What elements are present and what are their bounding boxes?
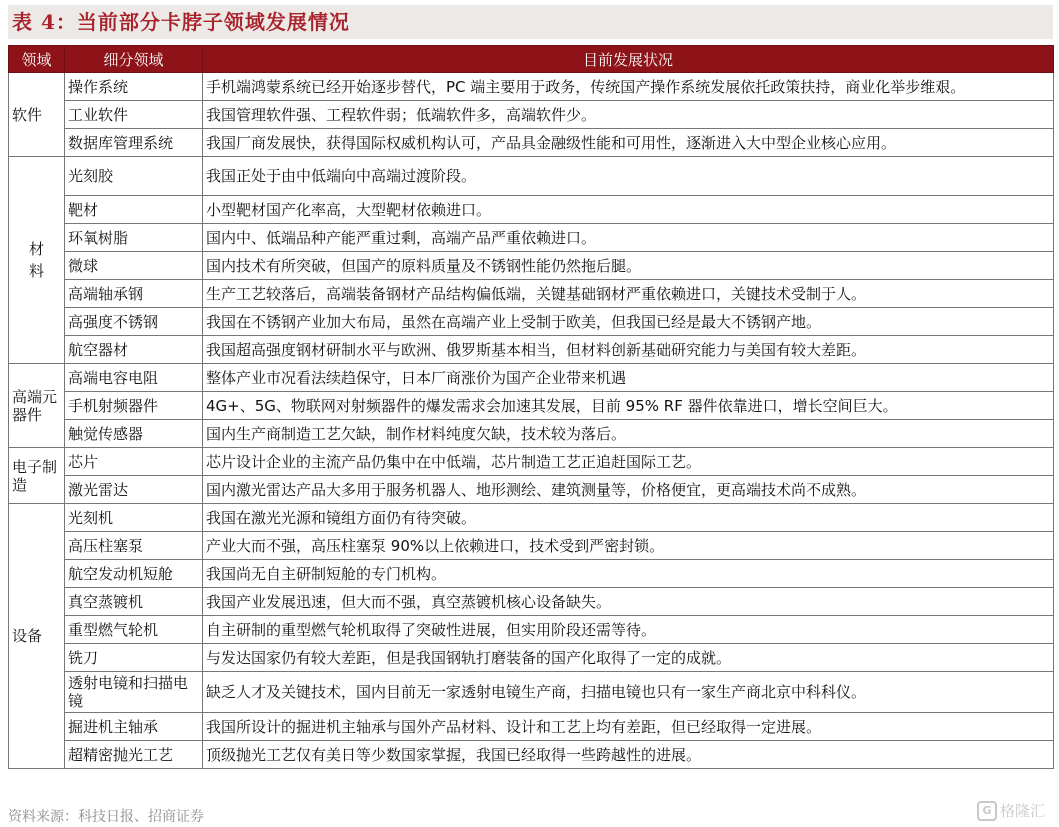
status-cell: 芯片设计企业的主流产品仍集中在中低端，芯片制造工艺正追赶国际工艺。	[203, 448, 1054, 476]
subdomain-cell: 真空蒸镀机	[65, 588, 203, 616]
status-cell: 国内技术有所突破，但国产的原料质量及不锈钢性能仍然拖后腿。	[203, 252, 1054, 280]
subdomain-cell: 铣刀	[65, 644, 203, 672]
status-cell: 国内生产商制造工艺欠缺，制作材料纯度欠缺，技术较为落后。	[203, 420, 1054, 448]
status-cell: 整体产业市况看法续趋保守，日本厂商涨价为国产企业带来机遇	[203, 364, 1054, 392]
status-cell: 我国厂商发展快，获得国际权威机构认可，产品具金融级性能和可用性，逐渐进入大中型企业核心应用。	[203, 129, 1054, 157]
table-row	[9, 73, 1054, 101]
status-cell: 与发达国家仍有较大差距，但是我国钢轨打磨装备的国产化取得了一定的成就。	[203, 644, 1054, 672]
subdomain-cell: 数据库管理系统	[65, 129, 203, 157]
status-cell: 4G+、5G、物联网对射频器件的爆发需求会加速其发展，目前 95% RF 器件依靠进口，增长空间巨大。	[203, 392, 1054, 420]
subdomain-cell: 超精密抛光工艺	[65, 741, 203, 769]
domain-cell: 设备	[9, 504, 65, 769]
table-row	[9, 252, 1054, 280]
table-row	[9, 392, 1054, 420]
domain-cell	[9, 157, 65, 364]
subdomain-cell: 高压柱塞泵	[65, 532, 203, 560]
subdomain-cell: 操作系统	[65, 73, 203, 101]
subdomain-cell: 高强度不锈钢	[65, 308, 203, 336]
watermark-text: 格隆汇	[999, 802, 1045, 820]
status-cell: 我国管理软件强、工程软件弱；低端软件多，高端软件少。	[203, 101, 1054, 129]
status-cell: 我国所设计的掘进机主轴承与国外产品材料、设计和工艺上均有差距，但已经取得一定进展。	[203, 713, 1054, 741]
table-row	[9, 101, 1054, 129]
table-row	[9, 560, 1054, 588]
watermark	[977, 800, 1045, 821]
subdomain-cell: 激光雷达	[65, 476, 203, 504]
status-cell: 小型靶材国产化率高，大型靶材依赖进口。	[203, 196, 1054, 224]
status-cell: 产业大而不强，高压柱塞泵 90%以上依赖进口，技术受到严密封锁。	[203, 532, 1054, 560]
table-row	[9, 532, 1054, 560]
table-row	[9, 420, 1054, 448]
domain-label: 材料	[29, 240, 45, 280]
status-cell: 手机端鸿蒙系统已经开始逐步替代，PC 端主要用于政务，传统国产操作系统发展依托政策扶持，商业化举步维艰。	[203, 73, 1054, 101]
table-row	[9, 713, 1054, 741]
status-cell: 生产工艺较落后，高端装备钢材产品结构偏低端，关键基础钢材严重依赖进口，关键技术受制于人。	[203, 280, 1054, 308]
table-row	[9, 741, 1054, 769]
subdomain-cell: 光刻机	[65, 504, 203, 532]
table-row	[9, 280, 1054, 308]
gelonghui-logo-icon: G	[977, 801, 997, 821]
table-row	[9, 129, 1054, 157]
table-row	[9, 644, 1054, 672]
subdomain-cell: 环氧树脂	[65, 224, 203, 252]
header-domain: 领域	[9, 46, 65, 73]
subdomain-cell: 重型燃气轮机	[65, 616, 203, 644]
status-cell: 我国在不锈钢产业加大布局，虽然在高端产业上受制于欧美，但我国已经是最大不锈钢产地。	[203, 308, 1054, 336]
subdomain-cell: 航空发动机短舱	[65, 560, 203, 588]
table-row	[9, 364, 1054, 392]
status-cell: 我国在激光光源和镜组方面仍有待突破。	[203, 504, 1054, 532]
table-row	[9, 588, 1054, 616]
table-row	[9, 157, 1054, 196]
status-cell: 国内中、低端品种产能严重过剩，高端产品严重依赖进口。	[203, 224, 1054, 252]
status-cell: 顶级抛光工艺仅有美日等少数国家掌握，我国已经取得一些跨越性的进展。	[203, 741, 1054, 769]
domain-cell: 软件	[9, 73, 65, 157]
table-row	[9, 616, 1054, 644]
table-row	[9, 504, 1054, 532]
subdomain-cell: 航空器材	[65, 336, 203, 364]
status-cell: 我国正处于由中低端向中高端过渡阶段。	[203, 157, 1054, 196]
table-row	[9, 448, 1054, 476]
subdomain-cell: 手机射频器件	[65, 392, 203, 420]
subdomain-cell: 微球	[65, 252, 203, 280]
table-row	[9, 308, 1054, 336]
subdomain-cell: 透射电镜和扫描电镜	[65, 672, 203, 713]
development-table	[8, 45, 1054, 769]
source-note: 资料来源：科技日报、招商证券	[8, 809, 204, 825]
table-row	[9, 196, 1054, 224]
subdomain-cell: 靶材	[65, 196, 203, 224]
header-status: 目前发展状况	[203, 46, 1054, 73]
table-row	[9, 336, 1054, 364]
status-cell: 缺乏人才及关键技术，国内目前无一家透射电镜生产商，扫描电镜也只有一家生产商北京中科科仪。	[203, 672, 1054, 713]
subdomain-cell: 工业软件	[65, 101, 203, 129]
header-row	[9, 46, 1054, 73]
table-row	[9, 224, 1054, 252]
table-row	[9, 672, 1054, 713]
table-title: 表 4：当前部分卡脖子领域发展情况	[8, 5, 1053, 39]
domain-cell: 高端元器件	[9, 364, 65, 448]
subdomain-cell: 芯片	[65, 448, 203, 476]
status-cell: 我国超高强度钢材研制水平与欧洲、俄罗斯基本相当，但材料创新基础研究能力与美国有较大差距。	[203, 336, 1054, 364]
subdomain-cell: 高端轴承钢	[65, 280, 203, 308]
subdomain-cell: 掘进机主轴承	[65, 713, 203, 741]
table-row	[9, 476, 1054, 504]
header-subdomain: 细分领域	[65, 46, 203, 73]
subdomain-cell: 高端电容电阻	[65, 364, 203, 392]
status-cell: 国内激光雷达产品大多用于服务机器人、地形测绘、建筑测量等，价格便宜，更高端技术尚不成熟。	[203, 476, 1054, 504]
domain-cell: 电子制造	[9, 448, 65, 504]
subdomain-cell: 触觉传感器	[65, 420, 203, 448]
status-cell: 自主研制的重型燃气轮机取得了突破性进展，但实用阶段还需等待。	[203, 616, 1054, 644]
subdomain-cell: 光刻胶	[65, 157, 203, 196]
status-cell: 我国产业发展迅速，但大而不强，真空蒸镀机核心设备缺失。	[203, 588, 1054, 616]
status-cell: 我国尚无自主研制短舱的专门机构。	[203, 560, 1054, 588]
